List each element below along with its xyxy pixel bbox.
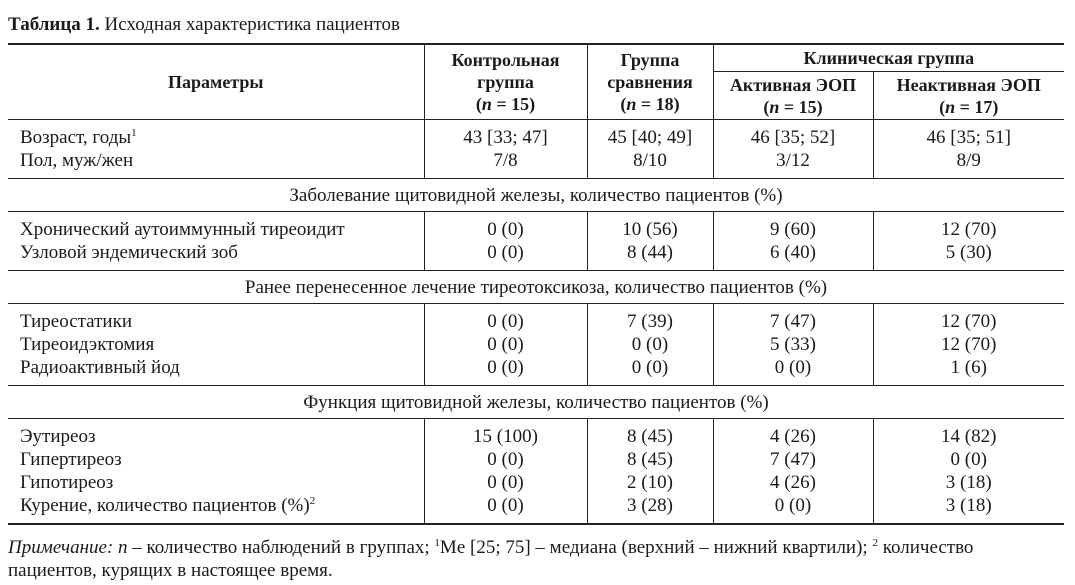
header-comparison: Группа сравнения (n = 18)	[587, 44, 713, 120]
header-control: Контрольная группа (n = 15)	[424, 44, 587, 120]
table-row: Курение, количество пациентов (%)$^2$ 0 (0) 3 (28) 0 (0) 3 (18)	[8, 494, 1064, 524]
header-active: Активная ЭОП (n = 15)	[713, 72, 873, 120]
table-row: Пол, муж/жен 7/8 8/10 3/12 8/9	[8, 149, 1064, 179]
header-clinical: Клиническая группа	[713, 44, 1064, 72]
caption-label: Таблица 1.	[8, 14, 100, 35]
table-row: Гипертиреоз 0 (0) 8 (45) 7 (47) 0 (0)	[8, 448, 1064, 471]
table-caption	[8, 14, 400, 36]
table-row: Возраст, годы$^1$ 43 [33; 47] 45 [40; 49] 46 [35; 52] 46 [35; 51]	[8, 120, 1064, 150]
patient-characteristics-table	[8, 43, 1064, 525]
table-row: Тиреостатики 0 (0) 7 (39) 7 (47) 12 (70)	[8, 304, 1064, 334]
section-row: Заболевание щитовидной железы, количество пациентов (%)	[8, 179, 1064, 212]
table-row: Гипотиреоз 0 (0) 2 (10) 4 (26) 3 (18)	[8, 471, 1064, 494]
section-row: Функция щитовидной железы, количество пациентов (%)	[8, 386, 1064, 419]
table-row: Хронический аутоиммунный тиреоидит 0 (0) 10 (56) 9 (60) 12 (70)	[8, 212, 1064, 242]
table-note: Примечание: n – количество наблюдений в группах; $^1$Me [25; 75] – медиана (верхний – нижний квартили); $^2$ количество пациентов, курящих в настоящее время.	[8, 537, 974, 581]
table-row: Тиреоидэктомия 0 (0) 0 (0) 5 (33) 12 (70)	[8, 333, 1064, 356]
table-row: Узловой эндемический зоб 0 (0) 8 (44) 6 (40) 5 (30)	[8, 241, 1064, 271]
section-row: Ранее перенесенное лечение тиреотоксикоза, количество пациентов (%)	[8, 271, 1064, 304]
caption-text: Исходная характеристика пациентов	[99, 14, 401, 35]
table-row: Радиоактивный йод 0 (0) 0 (0) 0 (0) 1 (6)	[8, 356, 1064, 386]
table-row: Эутиреоз 15 (100) 8 (45) 4 (26) 14 (82)	[8, 419, 1064, 449]
header-inactive: Неактивная ЭОП (n = 17)	[873, 72, 1064, 120]
header-params: Параметры	[8, 44, 424, 120]
